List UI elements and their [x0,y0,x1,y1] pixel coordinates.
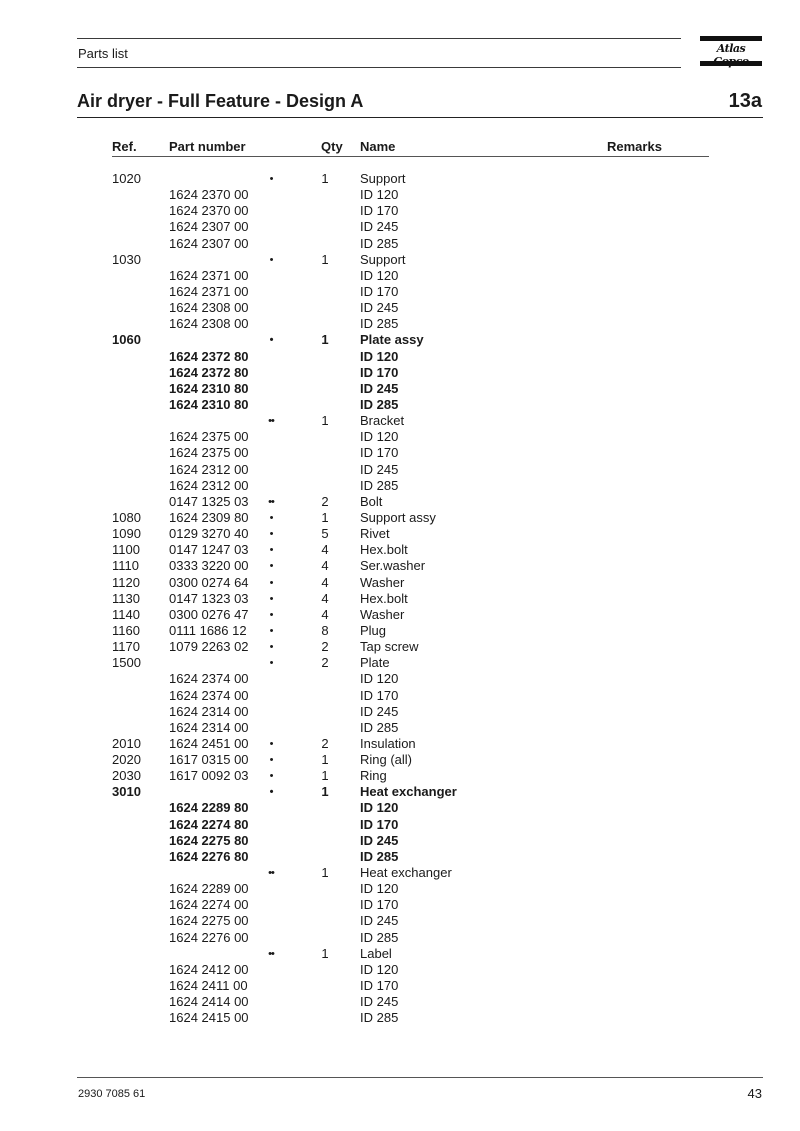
cell-ref: 1100 [112,542,140,558]
table-row [0,462,800,478]
cell-part-number: 1624 2374 00 [169,687,249,703]
cell-name: ID 245 [360,913,399,929]
cell-ref: 1020 [112,171,141,186]
cell-part-number: 1624 2314 00 [169,719,249,735]
cell-part-number: 0147 1247 03 [169,542,249,558]
cell-qty: 8 [321,622,329,638]
cell-name: ID 120 [360,800,399,816]
table-row [0,978,800,994]
cell-part-number: 1624 2375 00 [169,429,249,445]
cell-indent-marker: • [269,754,273,767]
cell-indent-marker: • [269,770,273,783]
cell-part-number: 1624 2374 00 [169,671,249,687]
cell-name: ID 285 [360,1010,399,1026]
cell-name: Support assy [360,509,436,525]
cell-part-number: 1624 2314 00 [169,703,249,719]
cell-name: Washer [360,606,405,622]
cell-part-number: 1624 2370 00 [169,187,249,203]
table-row [0,704,800,720]
cell-part-number: 1624 2274 80 [169,816,249,832]
table-row [0,833,800,849]
cell-indent-marker: • [269,560,273,573]
cell-ref: 1090 [112,526,141,542]
title-rule [77,117,763,118]
cell-name: ID 120 [360,671,399,687]
cell-qty: 4 [321,574,329,590]
header-rule-bottom [77,67,681,68]
atlas-copco-logo [700,36,762,66]
cell-ref: 2020 [112,752,141,768]
cell-name: ID 120 [360,267,399,283]
cell-part-number: 1624 2307 00 [169,235,249,251]
cell-part-number: 1624 2372 80 [169,364,249,380]
cell-part-number: 1624 2276 80 [169,848,249,864]
cell-part-number: 1624 2370 00 [169,203,249,219]
cell-part-number: 1624 2414 00 [169,994,249,1010]
cell-indent-marker: • [269,173,273,185]
cell-qty: 5 [321,526,329,542]
cell-ref: 1140 [112,606,140,622]
cell-part-number: 1624 2309 80 [169,509,249,525]
cell-part-number: 0300 0274 64 [169,574,249,590]
cell-part-number: 1624 2275 80 [169,832,249,848]
cell-qty: 1 [321,251,329,267]
cell-indent-marker: • [269,544,273,557]
cell-ref: 1500 [112,655,141,671]
table-row [0,558,800,574]
cell-name: Hex.bolt [360,590,408,606]
cell-qty: 1 [321,768,329,784]
cell-qty: 1 [321,332,329,348]
cell-name: Insulation [360,735,416,751]
column-header-qty: Qty [321,139,343,154]
cell-name: ID 120 [360,429,399,445]
cell-part-number: 0129 3270 40 [169,526,249,542]
table-row [0,607,800,623]
cell-indent-marker: •• [268,867,274,880]
cell-part-number: 0147 1323 03 [169,590,249,606]
table-row [0,930,800,946]
table-row [0,591,800,607]
cell-ref: 1120 [112,574,140,590]
cell-ref: 2010 [112,735,141,751]
cell-part-number: 0300 0276 47 [169,606,249,622]
cell-qty: 2 [321,735,329,751]
cell-name: ID 245 [360,994,399,1010]
cell-name: Support [360,251,406,267]
cell-qty: 1 [321,865,329,881]
table-row [0,817,800,833]
cell-ref: 1170 [112,639,140,655]
cell-qty: 1 [321,945,329,961]
cell-name: ID 285 [360,929,399,945]
cell-name: ID 170 [360,283,399,299]
column-header-name: Name [360,139,396,154]
cell-part-number: 1624 2451 00 [169,735,249,751]
table-row [0,494,800,510]
cell-qty: 2 [321,655,329,671]
table-row [0,720,800,736]
table-row [0,639,800,655]
cell-qty: 4 [321,542,329,558]
cell-part-number: 1624 2276 00 [169,929,249,945]
table-row [0,655,800,671]
table-row [0,316,800,332]
table-row [0,300,800,316]
cell-ref: 2030 [112,768,141,784]
table-row [0,510,800,526]
cell-name: ID 170 [360,203,399,219]
table-row [0,268,800,284]
document-number: 2930 7085 61 [78,1088,146,1100]
cell-ref: 1080 [112,509,141,525]
header-rule-top [77,38,681,39]
cell-ref: 1060 [112,332,141,348]
cell-ref: 3010 [112,784,141,800]
cell-name: Ring (all) [360,752,413,768]
table-row [0,849,800,865]
column-header-remarks: Remarks [607,139,662,154]
cell-part-number: 1624 2308 00 [169,300,249,316]
cell-qty: 1 [321,752,329,768]
cell-name: ID 170 [360,687,399,703]
section-number: 13a [728,90,762,112]
cell-indent-marker: • [269,608,273,621]
page-title: Air dryer - Full Feature - Design A [77,91,364,111]
cell-name: Hex.bolt [360,542,408,558]
cell-indent-marker: • [269,737,273,750]
table-row [0,365,800,381]
cell-ref: 1030 [112,251,141,267]
cell-part-number: 1617 0092 03 [169,768,249,784]
cell-qty: 1 [321,509,329,525]
cell-name: Label [360,945,392,961]
table-row [0,171,800,187]
cell-part-number: 1079 2263 02 [169,639,249,655]
table-row [0,800,800,816]
cell-name: Tap screw [360,639,419,655]
cell-name: Heat exchanger [360,865,452,881]
cell-qty: 1 [321,171,329,186]
logo-bar-bottom [700,61,762,66]
cell-name: Rivet [360,526,390,542]
cell-name: Bolt [360,493,383,509]
cell-name: ID 170 [360,445,399,461]
table-row [0,219,800,235]
column-header-ref: Ref. [112,139,137,154]
cell-ref: 1110 [112,558,139,574]
cell-indent-marker: • [269,334,273,347]
cell-name: ID 285 [360,396,399,412]
cell-part-number: 1624 2412 00 [169,961,249,977]
cell-name: ID 285 [360,719,399,735]
cell-qty: 2 [321,639,329,655]
table-row [0,865,800,881]
cell-indent-marker: • [269,786,273,799]
cell-part-number: 1624 2310 80 [169,396,249,412]
cell-name: ID 285 [360,316,399,332]
cell-indent-marker: •• [268,415,274,428]
cell-name: ID 170 [360,816,399,832]
cell-part-number: 1624 2307 00 [169,219,249,235]
table-row [0,187,800,203]
cell-indent-marker: •• [268,495,274,508]
cell-part-number: 1624 2411 00 [169,978,248,994]
cell-qty: 2 [321,493,329,509]
cell-indent-marker: •• [268,947,274,960]
cell-ref: 1130 [112,590,140,606]
table-row [0,946,800,962]
table-row [0,284,800,300]
cell-part-number: 1624 2308 00 [169,316,249,332]
cell-name: ID 120 [360,881,399,897]
cell-name: ID 245 [360,300,399,316]
cell-name: ID 245 [360,832,399,848]
cell-part-number: 1617 0315 00 [169,752,249,768]
cell-name: ID 285 [360,477,399,493]
logo-bar-top [700,36,762,41]
cell-qty: 4 [321,558,329,574]
footer-rule [77,1077,763,1078]
cell-name: Washer [360,574,405,590]
table-row [0,752,800,768]
table-row [0,575,800,591]
cell-part-number: 1624 2312 00 [169,477,249,493]
cell-part-number: 1624 2310 80 [169,380,249,396]
page-number: 43 [747,1086,762,1101]
cell-name: Plate assy [360,332,424,348]
cell-part-number: 1624 2275 00 [169,913,249,929]
cell-indent-marker: • [269,528,273,541]
cell-name: Support [360,171,406,186]
table-row [0,203,800,219]
table-row [0,962,800,978]
table-row [0,784,800,800]
cell-name: ID 245 [360,380,399,396]
table-row [0,252,800,268]
cell-name: ID 245 [360,219,399,235]
table-row [0,445,800,461]
cell-name: Bracket [360,413,405,429]
cell-part-number: 0147 1325 03 [169,493,249,509]
table-row [0,736,800,752]
cell-indent-marker: • [269,592,273,605]
cell-part-number: 1624 2312 00 [169,461,249,477]
cell-indent-marker: • [269,253,273,266]
cell-part-number: 1624 2289 80 [169,800,249,816]
cell-qty: 1 [321,784,329,800]
table-row [0,478,800,494]
table-row [0,236,800,252]
cell-part-number: 1624 2375 00 [169,445,249,461]
logo-text: Atlas [716,42,746,55]
header-label: Parts list [78,46,128,61]
cell-name: ID 170 [360,897,399,913]
cell-name: ID 245 [360,703,399,719]
cell-part-number: 1624 2371 00 [169,267,249,283]
cell-part-number: 1624 2289 00 [169,881,249,897]
cell-qty: 4 [321,606,329,622]
cell-indent-marker: • [269,657,273,670]
cell-name: ID 245 [360,461,399,477]
table-row [0,397,800,413]
parts-table [0,171,800,1026]
table-row [0,429,800,445]
cell-part-number: 1624 2371 00 [169,283,249,299]
table-row [0,913,800,929]
table-row [0,1010,800,1026]
cell-part-number: 0333 3220 00 [169,558,249,574]
cell-ref: 1160 [112,622,140,638]
cell-qty: 1 [321,413,329,429]
cell-name: Plate [360,655,390,671]
cell-part-number: 1624 2274 00 [169,897,249,913]
table-row [0,332,800,348]
column-header-part-number: Part number [169,139,246,154]
cell-name: ID 120 [360,961,399,977]
cell-part-number: 0111 1686 12 [169,622,247,638]
table-row [0,381,800,397]
cell-indent-marker: • [269,576,273,589]
table-row [0,897,800,913]
table-row [0,994,800,1010]
cell-name: Plug [360,622,387,638]
cell-part-number: 1624 2372 80 [169,348,249,364]
cell-part-number: 1624 2415 00 [169,1010,249,1026]
table-row [0,671,800,687]
cell-name: ID 170 [360,364,399,380]
cell-name: ID 170 [360,978,399,994]
table-row [0,881,800,897]
table-row [0,688,800,704]
cell-name: ID 120 [360,348,399,364]
table-header-rule [112,156,709,157]
table-row [0,526,800,542]
cell-name: ID 285 [360,848,399,864]
cell-name: ID 285 [360,235,399,251]
cell-indent-marker: • [269,641,273,654]
cell-name: Ser.washer [360,558,426,574]
cell-indent-marker: • [269,511,273,524]
table-row [0,349,800,365]
table-row [0,542,800,558]
cell-qty: 4 [321,590,329,606]
cell-name: Heat exchanger [360,784,457,800]
table-row [0,768,800,784]
cell-indent-marker: • [269,624,273,637]
cell-name: Ring [360,768,387,784]
table-row [0,413,800,429]
cell-name: ID 120 [360,187,399,203]
table-row [0,623,800,639]
